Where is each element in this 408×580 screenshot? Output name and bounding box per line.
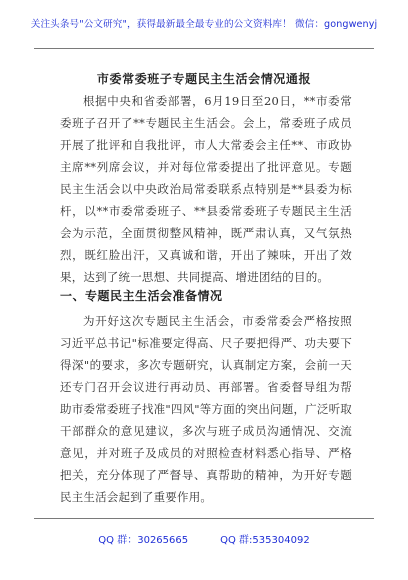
footer-qq-group-2: QQ 群:535304092 bbox=[220, 535, 310, 546]
section-heading-preparation: 一、专题民主生活会准备情况 bbox=[60, 289, 223, 303]
header-divider bbox=[34, 48, 374, 49]
header-banner: 关注头条号"公文研究"，获得最新最全最专业的公文资料库！ 微信：gongwenyj bbox=[30, 19, 378, 30]
paragraph-intro: 根据中央和省委部署，6月19日至20日，**市委常委班子召开了**专题民主生活会。会上，常委班子成员开展了批评和自我批评，市人大常委会主任**、市政协主席**列席会议，并对每位常委提出了批评意见。专题民主生活会以中央政治局常委联系点特别是**县委为标杆，以**市委常委班子、**县委常委班子专题民主生活会为示范，全面贯彻整风精神，既严肃认真，又气氛热烈，既红脸出汗，又真诚和谐，开出了辣味，开出了效果，达到了统一思想、共同提高、增进团结的目的。 bbox=[60, 94, 352, 284]
document-title: 市委常委班子专题民主生活会情况通报 bbox=[96, 72, 312, 86]
footer bbox=[0, 531, 408, 546]
footer-divider bbox=[34, 518, 374, 519]
footer-qq-group-1: QQ 群：30265665 bbox=[98, 535, 189, 546]
paragraph-preparation: 为开好这次专题民主生活会，市委常委会严格按照习近平总书记"标准要定得高、尺子要把得严、功夫要下得深"的要求，多次专题研究，认真制定方案，会前一天还专门召开会议进行再动员、再部署。省委督导组为帮助市委常委班子找准"四风"等方面的突出问题，广泛听取干部群众的意见建议，多次与班子成员沟通情况、交流意见，并对班子及成员的对照检查材料悉心指导、严格把关，充分体现了严督导、真帮助的精神，为开好专题民主生活会起到了重要作用。 bbox=[60, 314, 352, 504]
